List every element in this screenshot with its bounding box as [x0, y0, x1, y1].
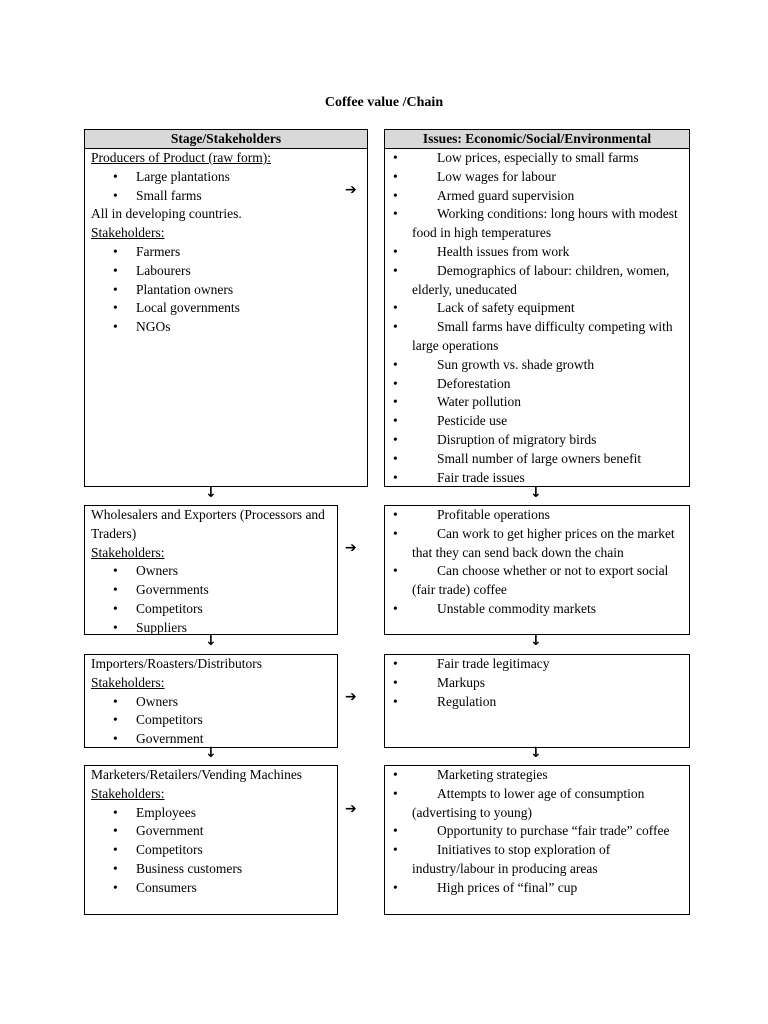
stakeholder-item: • Owners: [91, 562, 337, 581]
issue-item: • Pesticide use: [385, 412, 689, 431]
issue-item: • Health issues from work: [385, 243, 689, 262]
stakeholders-label: Stakeholders:: [91, 785, 165, 801]
stakeholder-item: • Competitors: [91, 841, 337, 860]
stakeholder-item: • Local governments: [91, 299, 367, 318]
stakeholder-item: • Owners: [91, 693, 337, 712]
down-arrow-icon: ↓: [530, 633, 542, 649]
stakeholder-item: • Farmers: [91, 243, 367, 262]
stage-stakeholders-header: Stage/Stakeholders: [85, 130, 367, 149]
list-item: • Large plantations: [91, 168, 367, 187]
issue-item: • Attempts to lower age of consumption (advertising to young): [385, 785, 689, 823]
issue-item: • Low wages for labour: [385, 168, 689, 187]
stage-heading: Importers/Roasters/Distributors: [91, 656, 262, 671]
stakeholder-item: • Consumers: [91, 879, 337, 898]
stakeholder-item: • Governments: [91, 581, 337, 600]
issue-item: • Armed guard supervision: [385, 187, 689, 206]
issues-box-importers: [384, 654, 690, 748]
issue-item: • Small number of large owners benefit: [385, 450, 689, 469]
stakeholder-item: • Plantation owners: [91, 281, 367, 300]
stakeholders-label: Stakeholders:: [91, 674, 165, 690]
down-arrow-icon: ↓: [530, 745, 542, 761]
document-title: Coffee value /Chain: [324, 95, 444, 110]
issues-box-wholesalers: [384, 505, 690, 635]
issue-item: • Deforestation: [385, 375, 689, 394]
down-arrow-icon: ↓: [530, 485, 542, 501]
issue-item: • Profitable operations: [385, 506, 689, 525]
issue-item: • Can choose whether or not to export social (fair trade) coffee: [385, 562, 689, 600]
issue-item: • Water pollution: [385, 393, 689, 412]
stakeholder-item: • Competitors: [91, 600, 337, 619]
issue-item: • Opportunity to purchase “fair trade” coffee: [385, 822, 689, 841]
issue-item: • Lack of safety equipment: [385, 299, 689, 318]
issues-box-producers: [384, 129, 690, 487]
issue-item: • Fair trade legitimacy: [385, 655, 689, 674]
issue-item: • Initiatives to stop exploration of industry/labour in producing areas: [385, 841, 689, 879]
issue-item: • Regulation: [385, 693, 689, 712]
issue-item: • Fair trade issues: [385, 469, 689, 488]
issue-item: • Working conditions: long hours with modest food in high temperatures: [385, 205, 689, 243]
stakeholder-item: • Government: [91, 730, 337, 749]
stakeholder-item: • Labourers: [91, 262, 367, 281]
stakeholder-item: • Government: [91, 822, 337, 841]
issue-item: • Markups: [385, 674, 689, 693]
down-arrow-icon: ↓: [205, 633, 217, 649]
stage-note: All in developing countries.: [91, 206, 242, 222]
stakeholder-item: • NGOs: [91, 318, 367, 337]
stakeholder-item: • Suppliers: [91, 619, 337, 638]
right-arrow-icon: ➔: [345, 801, 357, 817]
issue-item: • High prices of “final” cup: [385, 879, 689, 898]
right-arrow-icon: ➔: [345, 540, 357, 556]
issue-item: • Disruption of migratory birds: [385, 431, 689, 450]
issue-item: • Demographics of labour: children, women, elderly, uneducated: [385, 262, 689, 300]
stakeholders-label: Stakeholders:: [91, 225, 165, 241]
down-arrow-icon: ↓: [205, 485, 217, 501]
right-arrow-icon: ➔: [345, 689, 357, 705]
stage-heading: Marketers/Retailers/Vending Machines: [91, 767, 303, 782]
stage-box-marketers: [84, 765, 338, 915]
right-arrow-icon: ➔: [345, 182, 357, 198]
issue-item: • Can work to get higher prices on the market that they can send back down the chain: [385, 525, 689, 563]
stage-heading: Wholesalers and Exporters (Processors and Traders): [91, 507, 325, 541]
stakeholder-item: • Business customers: [91, 860, 337, 879]
stage-heading: Producers of Product (raw form):: [91, 150, 271, 165]
issues-header: Issues: Economic/Social/Environmental: [385, 130, 689, 149]
issue-item: • Unstable commodity markets: [385, 600, 689, 619]
issue-item: • Sun growth vs. shade growth: [385, 356, 689, 375]
issue-item: • Low prices, especially to small farms: [385, 149, 689, 168]
stakeholders-label: Stakeholders:: [91, 544, 165, 560]
stakeholder-item: • Employees: [91, 804, 337, 823]
issue-item: • Small farms have difficulty competing with large operations: [385, 318, 689, 356]
down-arrow-icon: ↓: [205, 745, 217, 761]
issues-box-marketers: [384, 765, 690, 915]
list-item: • Small farms: [91, 187, 367, 206]
stage-box-producers: [84, 129, 368, 487]
stage-box-importers: [84, 654, 338, 748]
stage-box-wholesalers: [84, 505, 338, 635]
issue-item: • Marketing strategies: [385, 766, 689, 785]
stakeholder-item: • Competitors: [91, 711, 337, 730]
